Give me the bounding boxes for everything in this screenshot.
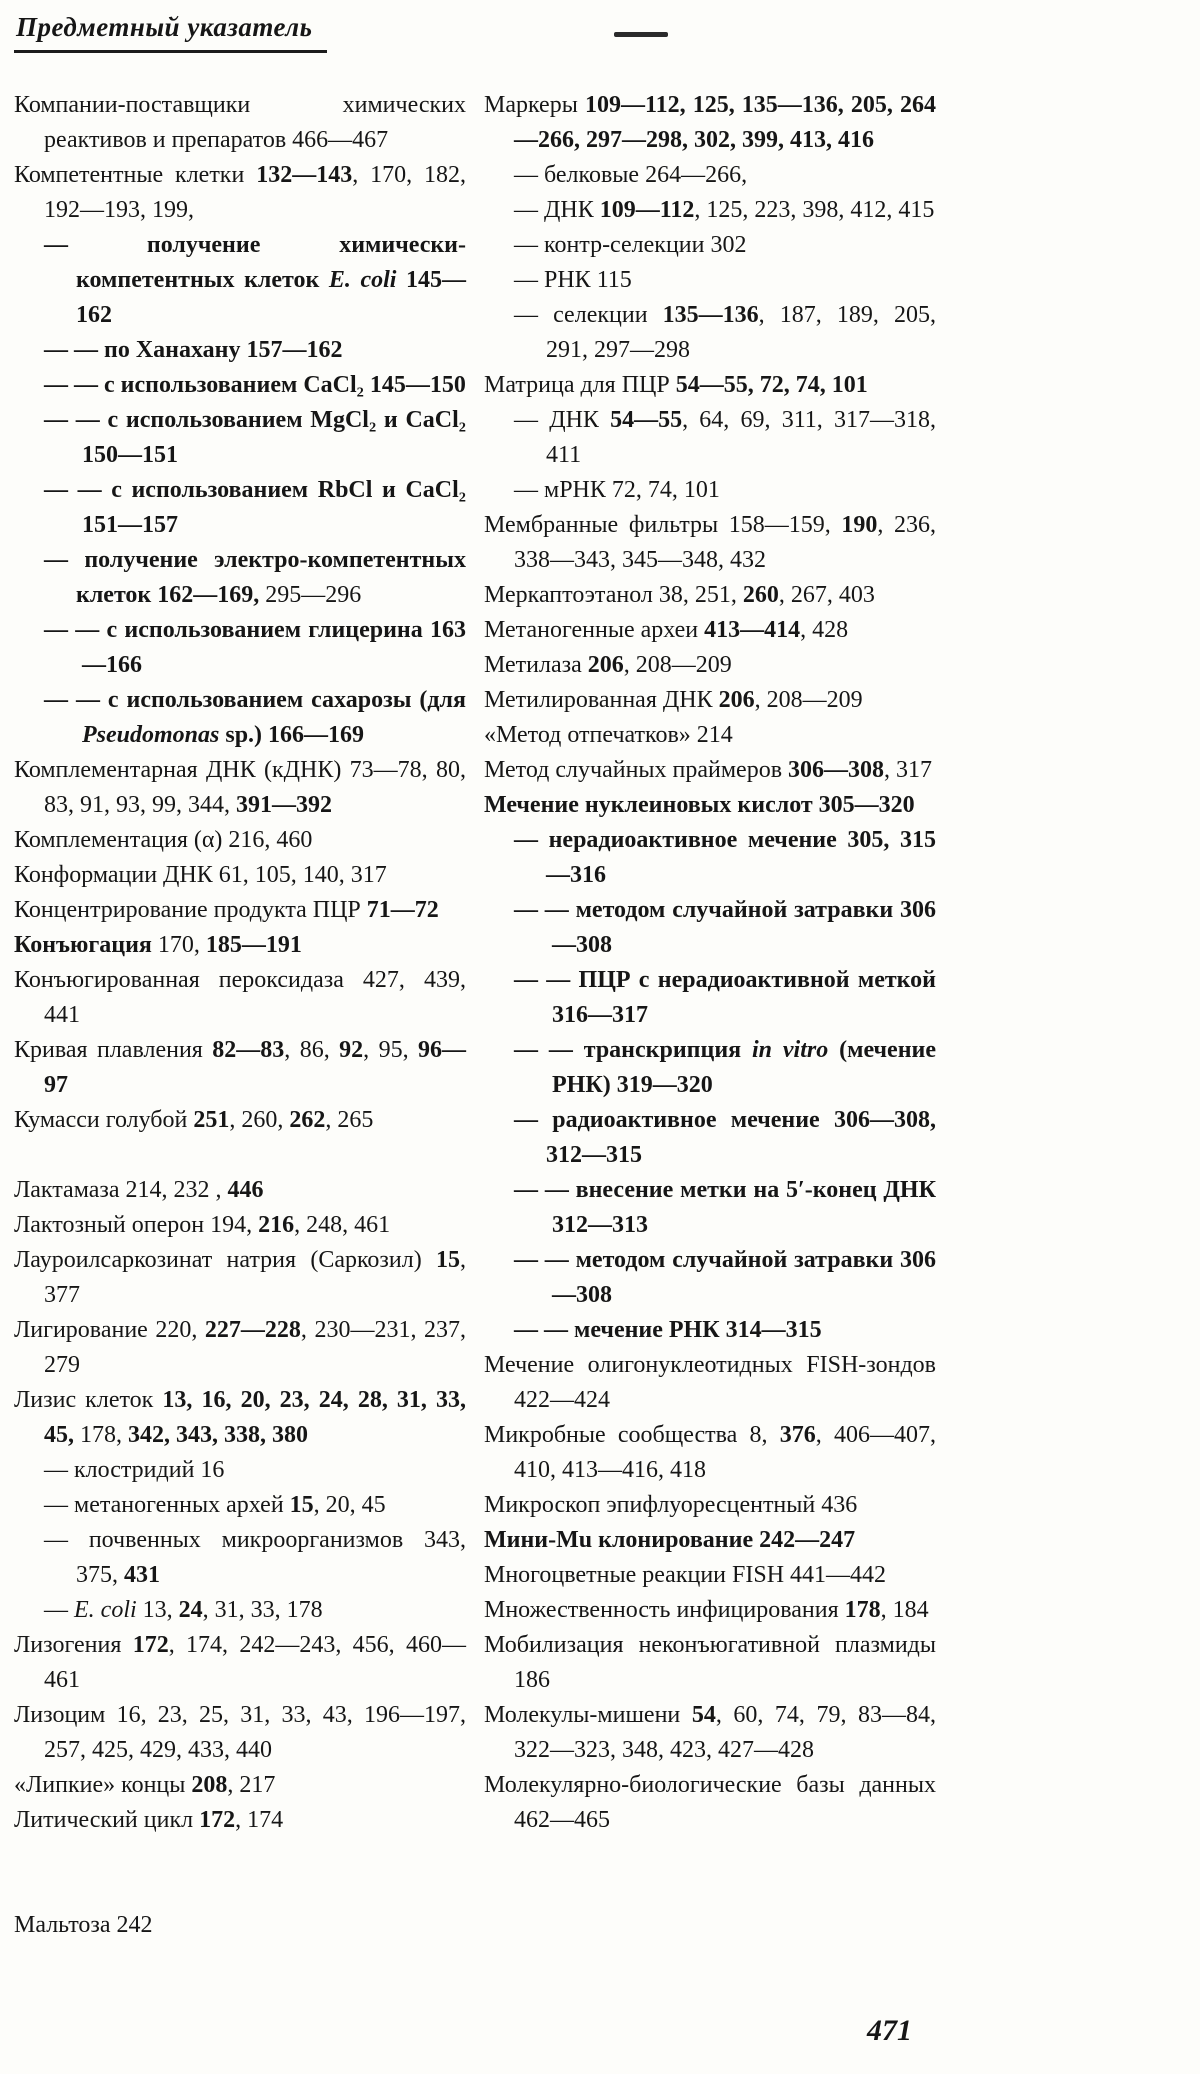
entry-text: 262 <box>289 1107 326 1133</box>
index-entry <box>484 1593 936 1628</box>
entry-text: Pseudomonas <box>82 722 220 748</box>
entry-text: 71—72 <box>366 897 439 923</box>
entry-text: — — с использованием глицерина 163—166 <box>44 617 466 678</box>
entry-text: , 174 <box>235 1807 284 1833</box>
entry-text: — <box>44 1597 74 1623</box>
entry-text: Метилаза <box>484 652 588 678</box>
index-entry <box>484 508 936 578</box>
index-entry <box>484 1313 936 1348</box>
entry-text: Микроскоп эпифлуоресцентный 436 <box>484 1492 858 1518</box>
entry-text: 295—296 <box>259 582 362 608</box>
index-entry <box>484 403 936 473</box>
index-entry <box>14 1768 466 1803</box>
index-entry <box>14 368 466 403</box>
entry-text: , 31, 33, 178 <box>202 1597 323 1623</box>
index-entry <box>484 1033 936 1103</box>
index-entry <box>484 193 936 228</box>
index-entry <box>484 1698 936 1768</box>
page-number: 471 <box>867 2014 912 2047</box>
entry-text: , 265 <box>325 1107 374 1133</box>
index-entry <box>484 473 936 508</box>
entry-text: Лактозный оперон 194, <box>14 1212 259 1238</box>
index-entry <box>484 88 936 158</box>
entry-text: 172 <box>132 1632 169 1658</box>
index-entry <box>484 718 936 753</box>
entry-text: 15 <box>436 1247 460 1273</box>
entry-text: 82—83 <box>212 1037 285 1063</box>
entry-text: Лизогения <box>14 1632 133 1658</box>
entry-text: 376 <box>779 1422 816 1448</box>
index-entry <box>14 543 466 613</box>
entry-text: Мини-Mu клонирование 242—247 <box>484 1527 856 1553</box>
entry-text: , 125, 223, 398, 412, 415 <box>694 197 935 223</box>
entry-text: 54—55, 72, 74, 101 <box>675 372 868 398</box>
entry-text: , 86, <box>284 1037 340 1063</box>
index-entry <box>14 1628 466 1698</box>
entry-text: Мечение олигонуклеотидных FISH-зондов 422—424 <box>484 1352 936 1413</box>
index-entry <box>14 88 466 158</box>
index-entry <box>484 298 936 368</box>
entry-text: 185—191 <box>205 932 302 958</box>
index-entry <box>14 683 466 753</box>
entry-text: 227—228 <box>204 1317 301 1343</box>
entry-text: Матрица для ПЦР <box>484 372 676 398</box>
entry-text: 306—308 <box>788 757 885 783</box>
page-title: Предметный указатель <box>14 12 327 53</box>
entry-text: — РНК 115 <box>514 267 632 293</box>
entry-text: , 60, 74, 79, 83—84, 322—323, 348, 423, 427—428 <box>514 1702 936 1763</box>
entry-text: , 95, <box>363 1037 419 1063</box>
entry-text: — ДНК <box>514 197 600 223</box>
index-entry <box>14 928 466 963</box>
entry-text: , 187, 189, 205, 291, 297—298 <box>546 302 937 363</box>
index-entry <box>14 1208 466 1243</box>
entry-text: Метод случайных праймеров <box>484 757 789 783</box>
index-entry <box>14 1698 466 1768</box>
entry-text: 413—414 <box>704 617 801 643</box>
index-entry <box>14 1033 466 1103</box>
index-entry <box>14 1523 466 1593</box>
index-entry <box>14 893 466 928</box>
index-entry <box>14 333 466 368</box>
entry-text: 206 <box>587 652 624 678</box>
entry-text: — — внесение метки на 5′-конец ДНК 312—313 <box>514 1177 936 1238</box>
entry-text: , 260, <box>229 1107 290 1133</box>
entry-text: 15 <box>289 1492 314 1518</box>
entry-text: — — ПЦР с нерадиоактивной меткой 316—317 <box>514 967 936 1028</box>
entry-text: in vitro <box>752 1037 829 1063</box>
entry-text: — радиоактивное мечение 306—308, 312—315 <box>514 1107 936 1168</box>
index-entry <box>484 578 936 613</box>
index-entry <box>484 753 936 788</box>
index-entry <box>14 1803 466 1838</box>
index-entry <box>484 1488 936 1523</box>
entry-text: Молекулы-мишени <box>484 1702 692 1728</box>
entry-text: Лигирование 220, <box>14 1317 205 1343</box>
index-entry <box>14 823 466 858</box>
index-column-left <box>14 88 466 1943</box>
index-entry <box>484 613 936 648</box>
index-entry <box>484 788 936 823</box>
entry-text: Множественность инфицирования <box>484 1597 845 1623</box>
entry-text: E. coli <box>74 1597 137 1623</box>
entry-text: , 208—209 <box>754 687 863 713</box>
entry-text: 13, 16, 20, 23, 24, 28, 31, 33, 45, <box>44 1387 467 1448</box>
entry-text: — — методом случайной затравки 306—308 <box>514 1247 936 1308</box>
entry-text: sp.) 166—169 <box>219 722 365 748</box>
entry-text: — — методом случайной затравки 306—308 <box>514 897 936 958</box>
entry-text: 391—392 <box>236 792 332 818</box>
index-entry <box>484 683 936 718</box>
entry-text: — получение химически-компетентных клеток <box>44 232 466 293</box>
entry-text: Мембранные фильтры 158—159, <box>484 512 842 538</box>
entry-text: Комплементарная ДНК (кДНК) 73—78, 80, 83, 91, 93, 99, 344, <box>14 757 466 818</box>
entry-text: , 406—407, 410, 413—416, 418 <box>514 1422 937 1483</box>
index-entry <box>484 893 936 963</box>
entry-text: — — с использованием сахарозы (для <box>44 687 466 713</box>
entry-text: Лизис клеток <box>14 1387 163 1413</box>
entry-text: Кумасси голубой <box>14 1107 194 1133</box>
entry-text: , 230—231, 237, 279 <box>44 1317 466 1378</box>
entry-text: 208 <box>191 1772 228 1798</box>
index-entry <box>484 648 936 683</box>
entry-text: 446 <box>227 1177 264 1203</box>
index-entry <box>484 823 936 893</box>
entry-text: 260 <box>742 582 779 608</box>
page-header <box>14 12 1200 64</box>
entry-text: Многоцветные реакции FISH 441—442 <box>484 1562 887 1588</box>
entry-text: , 174, 242—243, 456, 460—461 <box>44 1632 467 1693</box>
entry-text: 170, <box>151 932 206 958</box>
index-entry <box>14 403 466 473</box>
entry-text: , 20, 45 <box>313 1492 386 1518</box>
entry-text: 145—162 <box>76 267 466 328</box>
entry-text: — — с использованием MgCl₂ и CaCl₂ 150—151 <box>44 407 466 468</box>
index-entry <box>14 473 466 543</box>
entry-text: — получение электро-компетентных клеток 162—169, <box>44 547 466 608</box>
entry-text: , 236, 338—343, 345—348, 432 <box>514 512 936 573</box>
entry-text: 342, 343, 338, 380 <box>128 1422 308 1448</box>
entry-text: , 248, 461 <box>294 1212 391 1238</box>
entry-text: 178, <box>74 1422 128 1448</box>
index-entry <box>484 1173 936 1243</box>
index-entry <box>14 1383 466 1453</box>
index-entry <box>14 1488 466 1523</box>
entry-text: (мечение РНК) 319—320 <box>552 1037 936 1098</box>
index-entry <box>484 158 936 193</box>
entry-text: , 217 <box>227 1772 276 1798</box>
entry-text: , 184 <box>880 1597 929 1623</box>
entry-text: Лауроилсаркозинат натрия (Саркозил) <box>14 1247 436 1273</box>
index-entry <box>484 1523 936 1558</box>
index-entry <box>484 1418 936 1488</box>
entry-text: Мечение нуклеиновых кислот 305—320 <box>484 792 915 818</box>
entry-text: , 170, 182, 192—193, 199, <box>44 162 466 223</box>
entry-text: , 64, 69, 311, 317—318, 411 <box>546 407 936 468</box>
entry-text: 190 <box>841 512 878 538</box>
entry-text: Мобилизация неконъюгативной плазмиды 186 <box>484 1632 936 1693</box>
entry-text: 54—55 <box>610 407 683 433</box>
index-entry <box>14 1103 466 1138</box>
index-entry <box>14 1313 466 1383</box>
entry-text: Лактамаза 214, 232 , <box>14 1177 228 1203</box>
entry-text: — — по Ханахану 157—162 <box>44 337 343 363</box>
entry-text: 132—143 <box>256 162 353 188</box>
entry-text: E. coli <box>328 267 397 293</box>
entry-text: Концентрирование продукта ПЦР <box>14 897 367 923</box>
entry-text: Меркаптоэтанол 38, 251, <box>484 582 743 608</box>
index-entry <box>484 368 936 403</box>
entry-text: , 208—209 <box>623 652 732 678</box>
index-entry <box>14 963 466 1033</box>
entry-text: — клостридий 16 <box>44 1457 225 1483</box>
index-columns <box>14 88 1200 1943</box>
entry-text: 251 <box>193 1107 230 1133</box>
entry-text: Конъюгированная пероксидаза 427, 439, 441 <box>14 967 466 1028</box>
entry-text: , 377 <box>44 1247 466 1308</box>
entry-text: Кривая плавления <box>14 1037 213 1063</box>
scan-artifact-mark <box>614 32 668 37</box>
entry-text: Конъюгация <box>14 932 152 958</box>
entry-text: 13, <box>136 1597 179 1623</box>
index-entry <box>14 1908 466 1943</box>
index-entry <box>484 1243 936 1313</box>
entry-text: , 428 <box>800 617 849 643</box>
entry-text: Лизоцим 16, 23, 25, 31, 33, 43, 196—197, 257, 425, 429, 433, 440 <box>14 1702 466 1763</box>
index-entry <box>484 1103 936 1173</box>
entry-text: Компетентные клетки <box>14 162 257 188</box>
entry-text: 135—136 <box>662 302 759 328</box>
entry-text: — — мечение РНК 314—315 <box>514 1317 822 1343</box>
entry-text: «Липкие» концы <box>14 1772 192 1798</box>
entry-text: Метилированная ДНК <box>484 687 719 713</box>
entry-text: Молекулярно-биологические базы данных 462—465 <box>484 1772 936 1833</box>
index-entry <box>14 158 466 228</box>
entry-text: — почвенных микроорганизмов 343, 375, <box>44 1527 466 1588</box>
entry-text: Компании-поставщики химических реактивов и препаратов 466—467 <box>14 92 466 153</box>
index-entry <box>484 1348 936 1418</box>
entry-text: 216 <box>258 1212 295 1238</box>
entry-text: 109—112, 125, 135—136, 205, 264—266, 297—298, 302, 399, 413, 416 <box>514 92 936 153</box>
entry-text: 109—112 <box>599 197 695 223</box>
index-entry <box>14 1453 466 1488</box>
index-entry <box>484 228 936 263</box>
entry-text: — нерадиоактивное мечение 305, 315—316 <box>514 827 936 888</box>
entry-text: — метаногенных архей <box>44 1492 290 1518</box>
entry-text: «Метод отпечатков» 214 <box>484 722 733 748</box>
entry-text: — мРНК 72, 74, 101 <box>514 477 720 503</box>
entry-text: Литический цикл <box>14 1807 200 1833</box>
index-entry <box>14 1243 466 1313</box>
entry-text: Метаногенные археи <box>484 617 705 643</box>
index-entry <box>484 1558 936 1593</box>
entry-text: — — с использованием CaCl₂ 145—150 <box>44 372 466 398</box>
entry-text: 24 <box>178 1597 203 1623</box>
index-entry <box>484 963 936 1033</box>
entry-text: — — транскрипция <box>514 1037 753 1063</box>
entry-text: Комплементация (α) 216, 460 <box>14 827 313 853</box>
entry-text: 96—97 <box>44 1037 467 1098</box>
entry-text: — селекции <box>514 302 663 328</box>
index-entry <box>484 263 936 298</box>
index-entry <box>484 1628 936 1698</box>
entry-text: — белковые 264—266, <box>514 162 748 188</box>
index-entry <box>14 1173 466 1208</box>
index-entry <box>484 1768 936 1838</box>
entry-text: 178 <box>844 1597 881 1623</box>
entry-text: 92 <box>339 1037 364 1063</box>
entry-text: — контр-селекции 302 <box>514 232 747 258</box>
entry-text: 172 <box>199 1807 236 1833</box>
index-entry <box>14 613 466 683</box>
entry-text: — — с использованием RbCl и CaCl₂ 151—157 <box>44 477 466 538</box>
index-entry <box>14 1593 466 1628</box>
entry-text: Конформации ДНК 61, 105, 140, 317 <box>14 862 387 888</box>
index-column-right <box>484 88 936 1943</box>
entry-text: , 317 <box>884 757 933 783</box>
entry-text: , 267, 403 <box>778 582 875 608</box>
index-entry <box>14 753 466 823</box>
entry-text: Микробные сообщества 8, <box>484 1422 780 1448</box>
entry-text: 54 <box>691 1702 716 1728</box>
entry-text: Маркеры <box>484 92 585 118</box>
index-entry <box>14 858 466 893</box>
entry-text: — ДНК <box>514 407 611 433</box>
entry-text: 206 <box>718 687 755 713</box>
entry-text: 431 <box>124 1562 160 1588</box>
entry-text: Мальтоза 242 <box>14 1912 153 1938</box>
index-entry <box>14 228 466 333</box>
